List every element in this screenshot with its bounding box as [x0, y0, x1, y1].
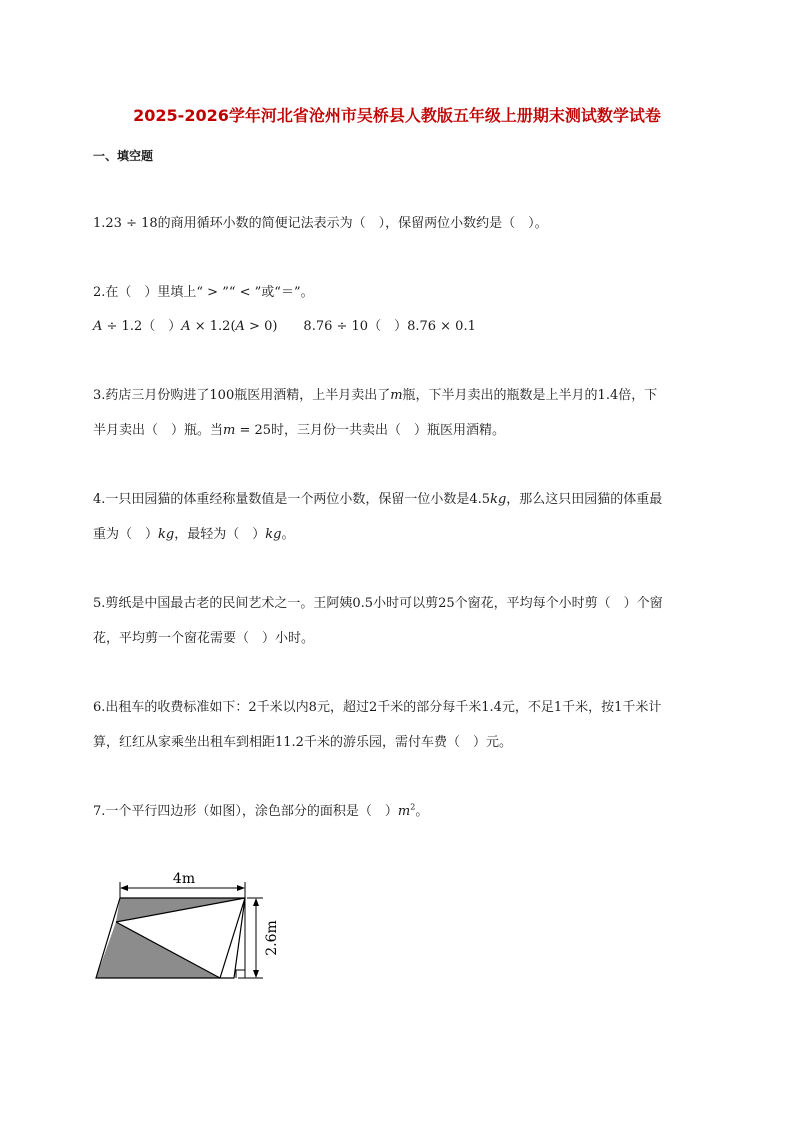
shaded-region-bottom — [96, 922, 220, 978]
question-2-text: 2.在（ ）里填上“ > ”“ < ”或“＝”。 — [93, 285, 314, 300]
arrow-head — [120, 885, 128, 891]
question-3-line-1 — [93, 388, 657, 404]
question-4-text: ，那么这只田园猫的体重最 — [506, 492, 663, 507]
question-7 — [93, 804, 428, 820]
question-3-text: 半月卖出（ ）瓶。当 — [93, 423, 224, 438]
question-3-text: 瓶，下半月卖出的瓶数是上半月的1.4倍，下 — [402, 388, 658, 403]
side-dimension-label: 2.6m — [264, 920, 280, 956]
variable-a: A — [93, 319, 103, 334]
expression-part: ÷ 1.2（ ） — [102, 319, 182, 334]
diagonal-line — [220, 898, 245, 978]
arrow-head — [253, 898, 259, 906]
question-7-text: 。 — [415, 804, 429, 819]
question-2-instruction — [93, 285, 314, 301]
question-2-expressions — [93, 319, 476, 335]
expression-part: > 0) 8.76 ÷ 10（ ）8.76 × 0.1 — [244, 319, 476, 334]
question-4-text: 重为（ ） — [93, 527, 159, 542]
question-4-text: ，最轻为（ ） — [174, 527, 266, 542]
question-1 — [93, 216, 548, 232]
unit-exponent: 2 — [410, 802, 416, 812]
arrow-head — [253, 970, 259, 978]
question-6-line-1 — [93, 700, 661, 716]
variable-m: m — [223, 423, 236, 438]
question-5-text: 5.剪纸是中国最古老的民间艺术之一。王阿姨0.5小时可以剪25个窗花，平均每个小时剪（ ）个窗 — [93, 596, 663, 611]
question-4-line-2 — [93, 527, 294, 543]
variable-a: A — [235, 319, 245, 334]
unit-kg: kg — [158, 527, 175, 542]
variable-a: A — [181, 319, 191, 334]
arrow-head — [237, 885, 245, 891]
question-3-text: = 25时，三月份一共卖出（ ）瓶医用酒精。 — [235, 423, 506, 438]
question-4-text: 。 — [281, 527, 295, 542]
question-3-text: 3.药店三月份购进了100瓶医用酒精，上半月卖出了 — [93, 388, 391, 403]
question-6-text: 算，红红从家乘坐出租车到相距11.2千米的游乐园，需付车费（ ）元。 — [93, 735, 512, 750]
question-7-text: 7.一个平行四边形（如图），涂色部分的面积是（ ） — [93, 804, 398, 819]
question-1-text: 1.23 ÷ 18的商用循环小数的简便记法表示为（ ），保留两位小数约是（ ）。 — [93, 216, 548, 231]
question-4-line-1 — [93, 492, 662, 508]
section-heading-fill-in-blank: 一、填空题 — [93, 149, 154, 163]
expression-part: × 1.2( — [190, 319, 236, 334]
question-4-text: 4.一只田园猫的体重经称量数值是一个两位小数，保留一位小数是4.5 — [93, 492, 491, 507]
question-3-line-2 — [93, 423, 505, 439]
question-6-text: 6.出租车的收费标准如下：2千米以内8元，超过2千米的部分每千米1.4元，不足1千米，按1千米计 — [93, 700, 662, 715]
unit-kg: kg — [490, 492, 507, 507]
right-angle-mark — [236, 970, 245, 978]
exam-title: 2025-2026学年河北省沧州市吴桥县人教版五年级上册期末测试数学试卷 — [133, 106, 661, 125]
unit-kg: kg — [265, 527, 282, 542]
unit-m: m — [397, 804, 411, 819]
top-dimension-label: 4m — [172, 871, 196, 887]
question-5-text: 花，平均剪一个窗花需要（ ）小时。 — [93, 631, 315, 646]
parallelogram-diagram — [88, 862, 298, 992]
question-5-line-1 — [93, 596, 663, 612]
question-5-line-2 — [93, 631, 314, 647]
variable-m: m — [390, 388, 403, 403]
parallelogram-figure — [88, 862, 298, 992]
question-6-line-2 — [93, 735, 512, 751]
